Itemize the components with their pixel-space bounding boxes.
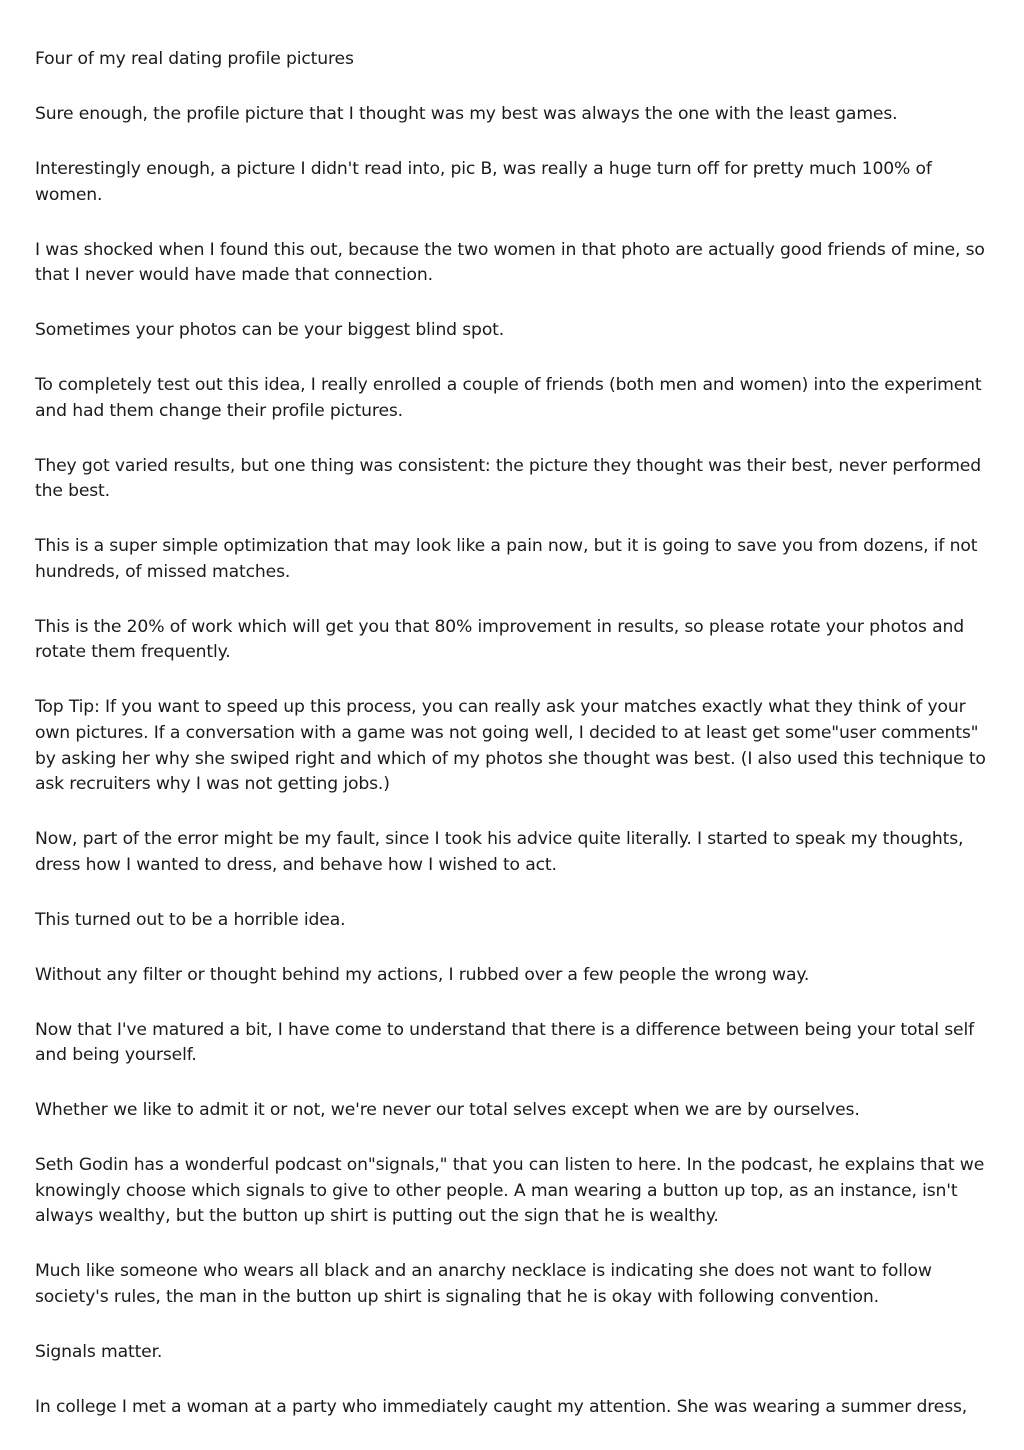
paragraph: To completely test out this idea, I really enrolled a couple of friends (both men and women) into the experiment and had them change their profile pictures. — [35, 375, 982, 421]
document-body — [35, 47, 995, 1450]
paragraph: Now that I've matured a bit, I have come to understand that there is a difference between being your total self and being yourself. — [35, 1019, 975, 1066]
paragraph: Seth Godin has a wonderful podcast on"signals," that you can listen to here. In the podcast, he explains that we knowingly choose which signals to give to other people. A man wearing a button up top, as an instance, isn't always wealthy, but the button up shirt is putting out the sign that he is wealthy. — [35, 1155, 985, 1227]
paragraph: Much like someone who wears all black and an anarchy necklace is indicating she does not want to follow society's rules, the man in the button up shirt is signaling that he is okay with following convention. — [35, 1261, 932, 1308]
paragraph: This is the 20% of work which will get you that 80% improvement in results, so please rotate your photos and rotate them frequently. — [35, 616, 964, 663]
paragraph: Now, part of the error might be my fault, since I took his advice quite literally. I started to speak my thoughts, dress how I wanted to dress, and behave how I wished to act. — [35, 829, 964, 875]
paragraph: This is a super simple optimization that may look like a pain now, but it is going to save you from dozens, if not hundreds, of missed matches. — [35, 536, 978, 582]
paragraph: Signals matter. — [35, 1342, 163, 1363]
paragraph: Without any filter or thought behind my actions, I rubbed over a few people the wrong way. — [35, 964, 810, 985]
paragraph: Whether we like to admit it or not, we're never our total selves except when we are by ourselves. — [35, 1100, 860, 1121]
paragraph: Sometimes your photos can be your biggest blind spot. — [35, 320, 505, 341]
paragraph: I was shocked when I found this out, because the two women in that photo are actually good friends of mine, so that I never would have made that connection. — [35, 239, 985, 286]
paragraph: Four of my real dating profile pictures — [35, 49, 354, 69]
paragraph: This turned out to be a horrible idea. — [35, 909, 346, 930]
paragraph: Top Tip: If you want to speed up this process, you can really ask your matches exactly what they think of your own pictures. If a conversation with a game was not going well, I decided to at least get some"user comments" by asking her why she swiped right and which of my photos she thought was best. (I also used this technique to ask recruiters why I was not getting jobs.) — [35, 697, 986, 795]
paragraph: Interestingly enough, a picture I didn't read into, pic B, was really a huge turn off for pretty much 100% of women. — [35, 158, 932, 205]
paragraph: In college I met a woman at a party who immediately caught my attention. She was wearing a summer dress, — [35, 1397, 968, 1418]
paragraph: Sure enough, the profile picture that I thought was my best was always the one with the least games. — [35, 103, 898, 124]
paragraph: They got varied results, but one thing was consistent: the picture they thought was their best, never performed the best. — [35, 455, 981, 502]
